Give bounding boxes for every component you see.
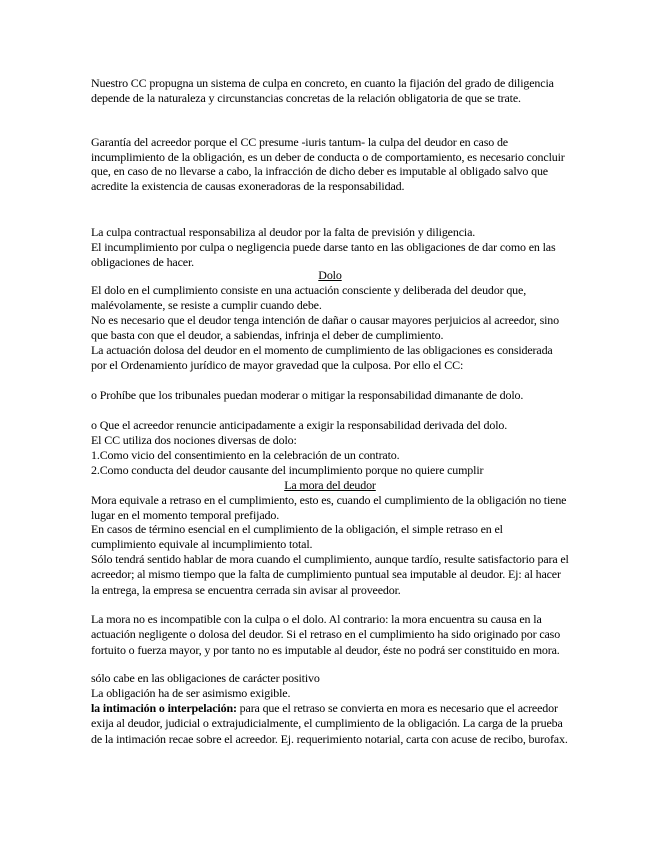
intimacion-text: para que el retraso se convierta en mora es necesario que el acreedor exija al deudor, judicial o extrajudicialmente, el cumplimiento de la obligación. La carga de la prueba de la intimación recae sobre el acreedor. Ej. requerimiento notarial, carta con acuse de recibo, burofax. [91,701,568,746]
paragraph-incumplimiento-culpa: El incumplimiento por culpa o negligencia puede darse tanto en las obligaciones de dar como en las obligaciones de hacer. [91,240,556,270]
paragraph-mora-exigible: La obligación ha de ser asimismo exigible. [91,686,291,700]
paragraph-mora-positivo: sólo cabe en las obligaciones de carácter positivo [91,671,320,685]
paragraph-culpa-concreto: Nuestro CC propugna un sistema de culpa en concreto, en cuanto la fijación del grado de diligencia depende de la naturaleza y circunstancias concretas de la relación obligatoria de que se trate. [91,76,554,105]
term-intimacion: la intimación o interpelación: [91,701,237,715]
list-item-dolo-conducta: 2.Como conducta del deudor causante del incumplimiento porque no quiere cumplir [91,463,484,477]
paragraph-mora-definicion: Mora equivale a retraso en el cumplimiento, esto es, cuando el cumplimiento de la obligación no tiene lugar en el momento temporal prefijado. [91,493,567,523]
paragraph-mora-intimacion [91,701,569,747]
list-item-dolo-renuncia: o Que el acreedor renuncie anticipadamente a exigir la responsabilidad derivada del dolo. [91,418,508,432]
paragraph-mora-culpa-dolo: La mora no es incompatible con la culpa o el dolo. Al contrario: la mora encuentra su causa en la actuación negligente o dolosa del deudor. Si el retraso en el cumplimiento ha sido originado por caso fortuito o fuerza mayor, y por tanto no es imputable al deudor, éste no podrá ser constituido en mora. [91,612,561,657]
paragraph-dolo-intencion: No es necesario que el deudor tenga intención de dañar o causar mayores perjuicios al acreedor, sino que basta con que el deudor, a sabiendas, infrinja el deber de cumplimiento. [91,313,559,343]
list-item-dolo-moderar: o Prohíbe que los tribunales puedan moderar o mitigar la responsabilidad dimanante de dolo. [91,388,524,402]
heading-dolo: Dolo [318,268,342,282]
heading-mora: La mora del deudor [284,478,376,492]
paragraph-garantia-acreedor: Garantía del acreedor porque el CC presume -iuris tantum- la culpa del deudor en caso de incumplimiento de la obligación, es un deber de conducta o de comportamiento, es necesario concluir que, en caso de no llevarse a cabo, la infracción de dicho deber es imputable al obligado salvo que acredite la existencia de causas exoneradoras de la responsabilidad. [91,135,565,193]
paragraph-dolo-nociones: El CC utiliza dos nociones diversas de dolo: [91,433,297,447]
list-item-dolo-vicio: 1.Como vicio del consentimiento en la celebración de un contrato. [91,448,400,462]
paragraph-mora-sentido: Sólo tendrá sentido hablar de mora cuando el cumplimiento, aunque tardío, resulte satisfactorio para el acreedor; al mismo tiempo que la falta de cumplimiento puntual sea imputable al deudor. Ej: al hacer la entrega, la empresa se encuentra cerrada sin avisar al proveedor. [91,552,569,597]
paragraph-culpa-contractual: La culpa contractual responsabiliza al deudor por la falta de previsión y diligencia. [91,225,476,239]
paragraph-dolo-gravedad: La actuación dolosa del deudor en el momento de cumplimiento de las obligaciones es considerada por el Ordenamiento jurídico de mayor gravedad que la culposa. Por ello el CC: [91,343,553,373]
paragraph-mora-termino-esencial: En casos de término esencial en el cumplimiento de la obligación, el simple retraso en el cumplimiento equivale al incumplimiento total. [91,522,503,552]
paragraph-dolo-definicion: El dolo en el cumplimiento consiste en una actuación consciente y deliberada del deudor que, malévolamente, se resiste a cumplir cuando debe. [91,283,527,313]
